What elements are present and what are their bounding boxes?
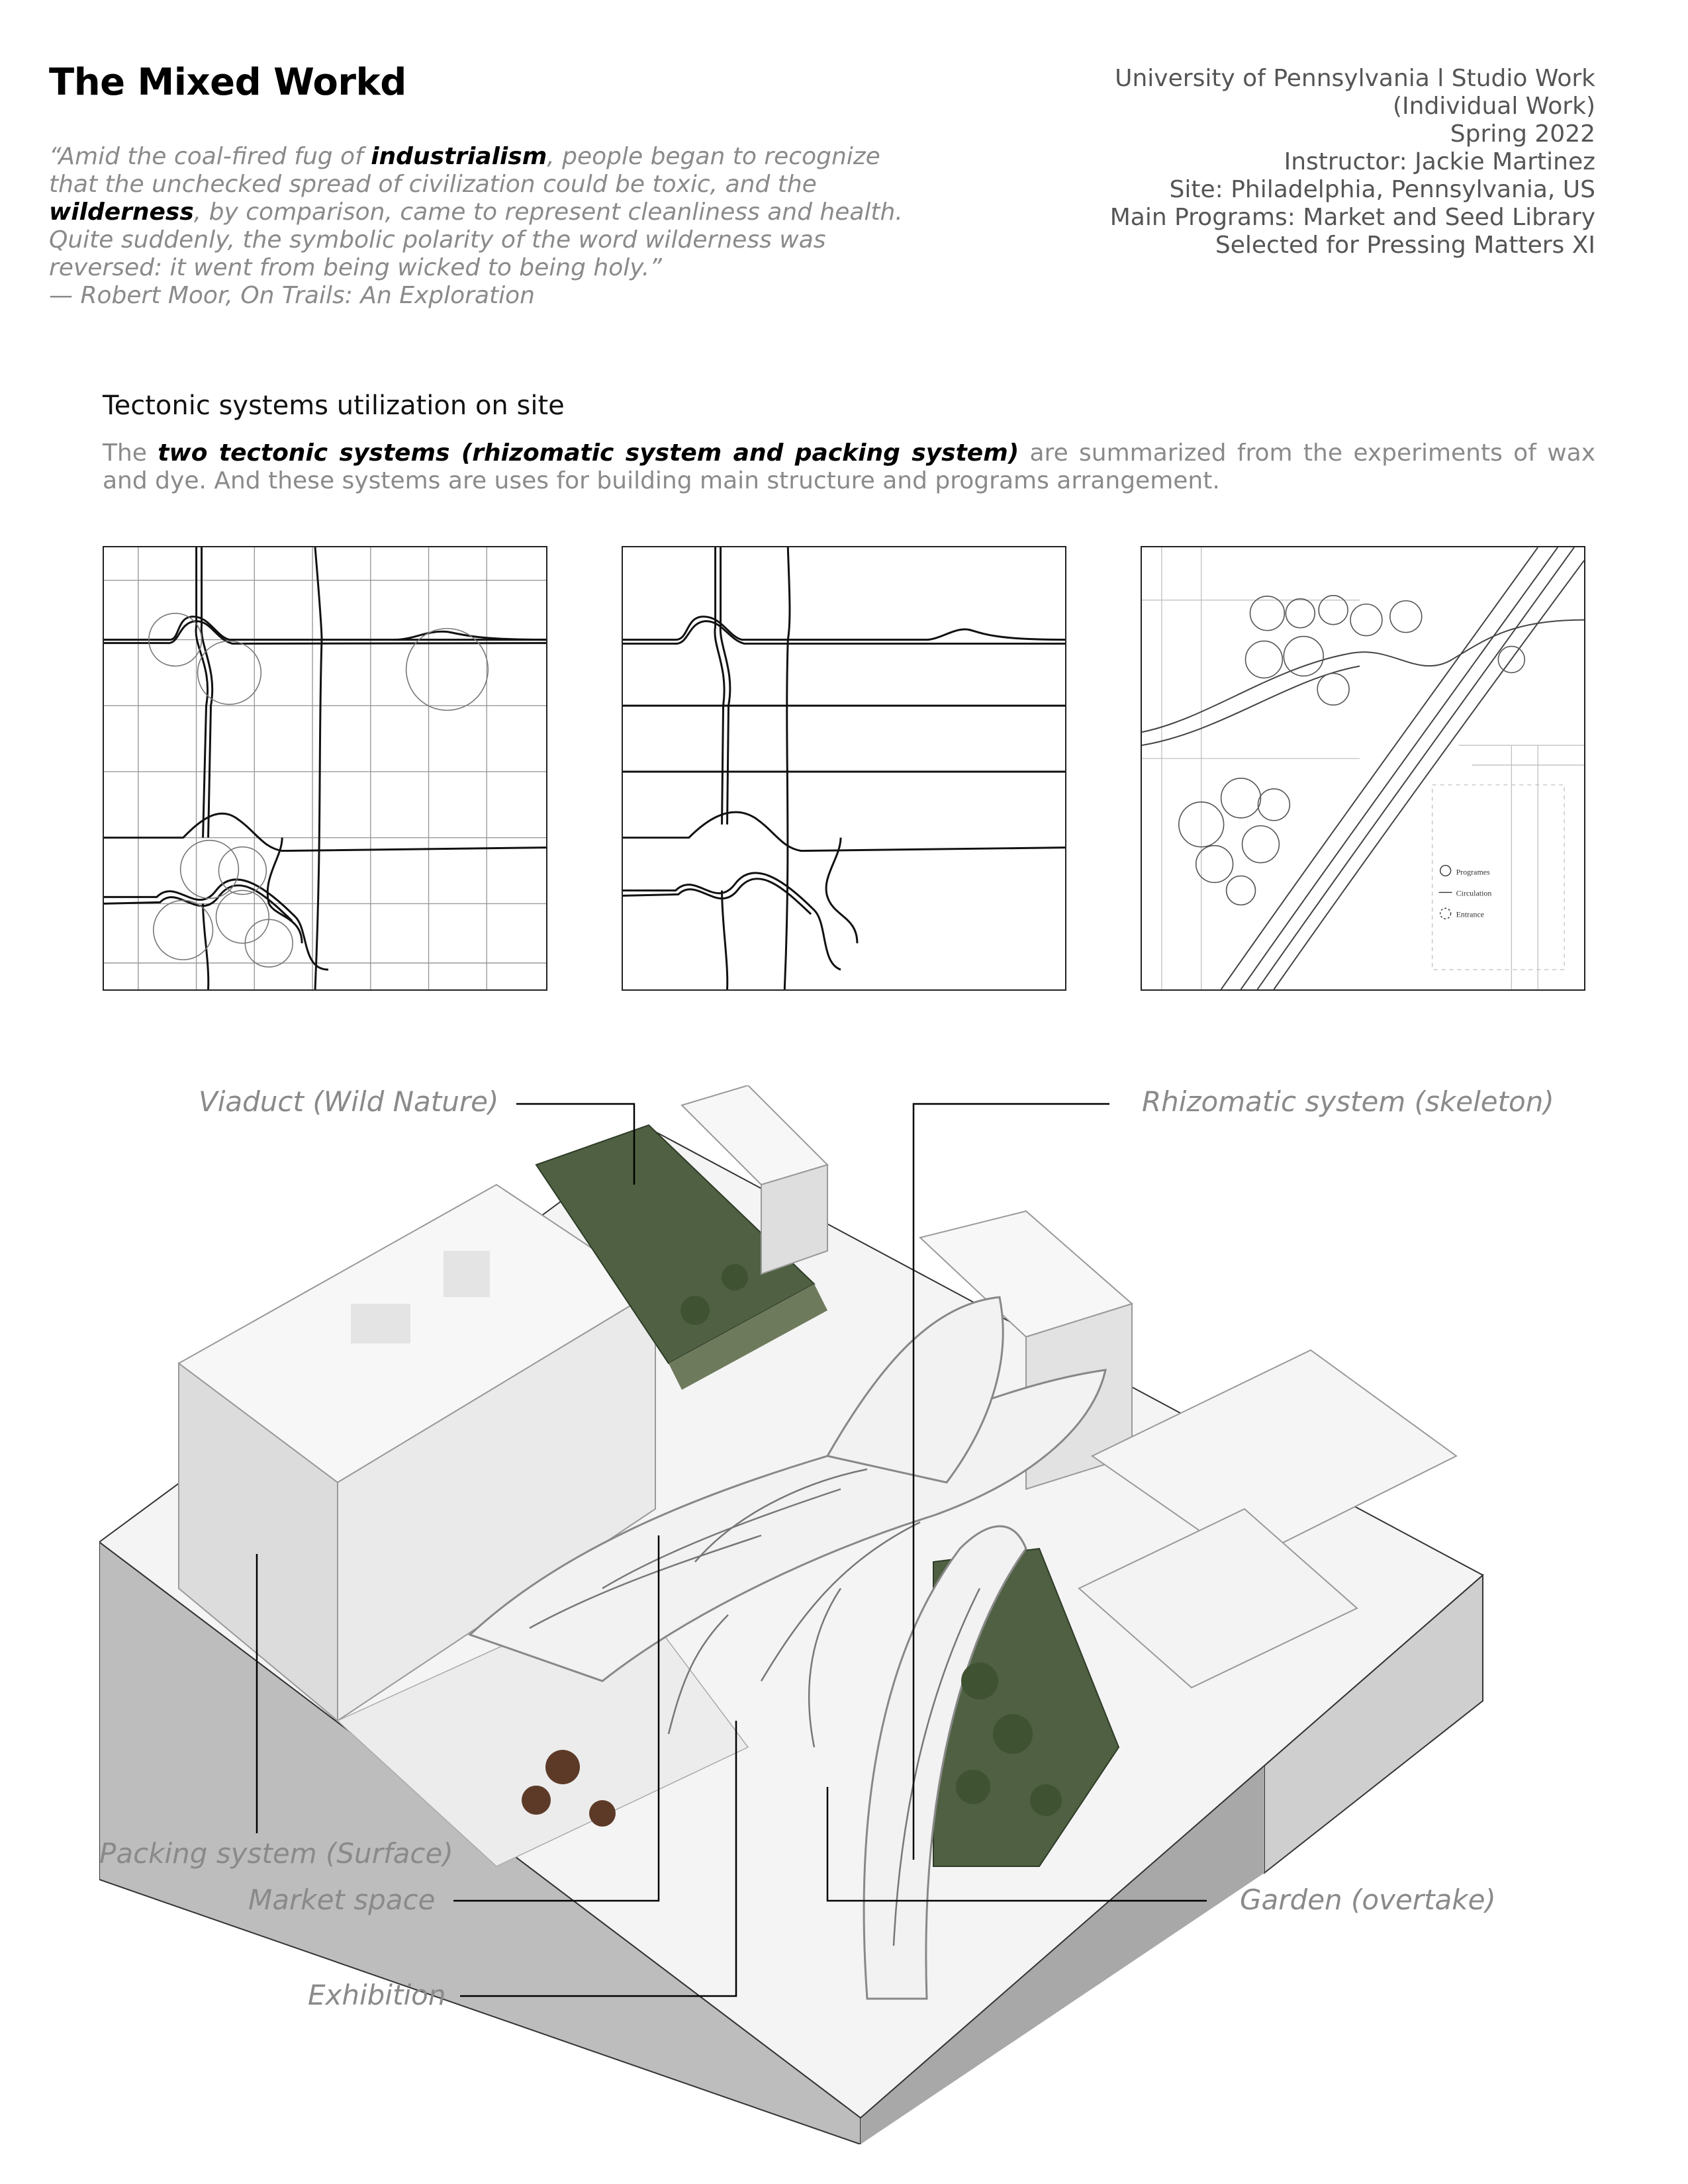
grid-packing-drawing	[104, 547, 546, 989]
quote-segment: “Amid the coal-fired fug of	[49, 143, 371, 170]
quote-text	[49, 143, 903, 281]
legend-circulation: Circulation	[1456, 888, 1492, 898]
section-body-suffix: are summarized from the experiments of wax and dye. And these systems are uses for building main structure and programs arrangement.	[103, 439, 1596, 494]
site-plan-drawing	[1142, 547, 1584, 989]
quote-emphasis: industrialism	[371, 143, 547, 170]
diagram-rhizome	[622, 546, 1066, 991]
meta-line: Selected for Pressing Matters XI	[1215, 232, 1595, 259]
project-info	[933, 65, 1595, 259]
section-title: Tectonic systems utilization on site	[103, 390, 565, 421]
callout-market: Market space	[248, 1884, 436, 1916]
callout-exhibition: Exhibition	[308, 1979, 446, 2011]
rhizome-drawing	[623, 547, 1065, 989]
legend-entrance: Entrance	[1456, 909, 1485, 919]
page-title: The Mixed Workd	[49, 61, 406, 104]
diagram-grid-packing	[103, 546, 547, 991]
quote-emphasis: wilderness	[49, 199, 194, 226]
meta-line: Instructor: Jackie Martinez	[1284, 148, 1595, 175]
diagram-site-plan	[1141, 546, 1585, 991]
section-body-prefix: The	[103, 439, 158, 467]
quote-attribution: — Robert Moor, On Trails: An Exploration	[49, 282, 535, 309]
meta-line: Main Programs: Market and Seed Library	[1109, 204, 1595, 231]
callout-packing: Packing system (Surface)	[99, 1837, 453, 1870]
callout-rhizomatic: Rhizomatic system (skeleton)	[1142, 1085, 1554, 1118]
epigraph-quote	[49, 143, 910, 310]
section-body-emphasis: two tectonic systems (rhizomatic system and packing system)	[158, 439, 1019, 467]
quote-segment: , by comparison, came to represent cleanliness and health. Quite suddenly, the symbolic polarity of the word wilderness was reversed: it went from being wicked to being holy.”	[49, 199, 903, 281]
meta-line: (Individual Work)	[1392, 93, 1595, 120]
meta-line: University of Pennsylvania l Studio Work	[1115, 65, 1595, 92]
section-body	[103, 439, 1595, 495]
callout-viaduct: Viaduct (Wild Nature)	[199, 1085, 499, 1118]
quote-segment: , people began to recognize that the unchecked spread of civilization could be toxic, and the	[49, 143, 880, 198]
callout-garden: Garden (overtake)	[1240, 1884, 1496, 1916]
meta-line: Site: Philadelphia, Pennsylvania, US	[1169, 176, 1595, 203]
meta-line: Spring 2022	[1450, 120, 1595, 148]
legend-programes: Programes	[1456, 867, 1490, 877]
